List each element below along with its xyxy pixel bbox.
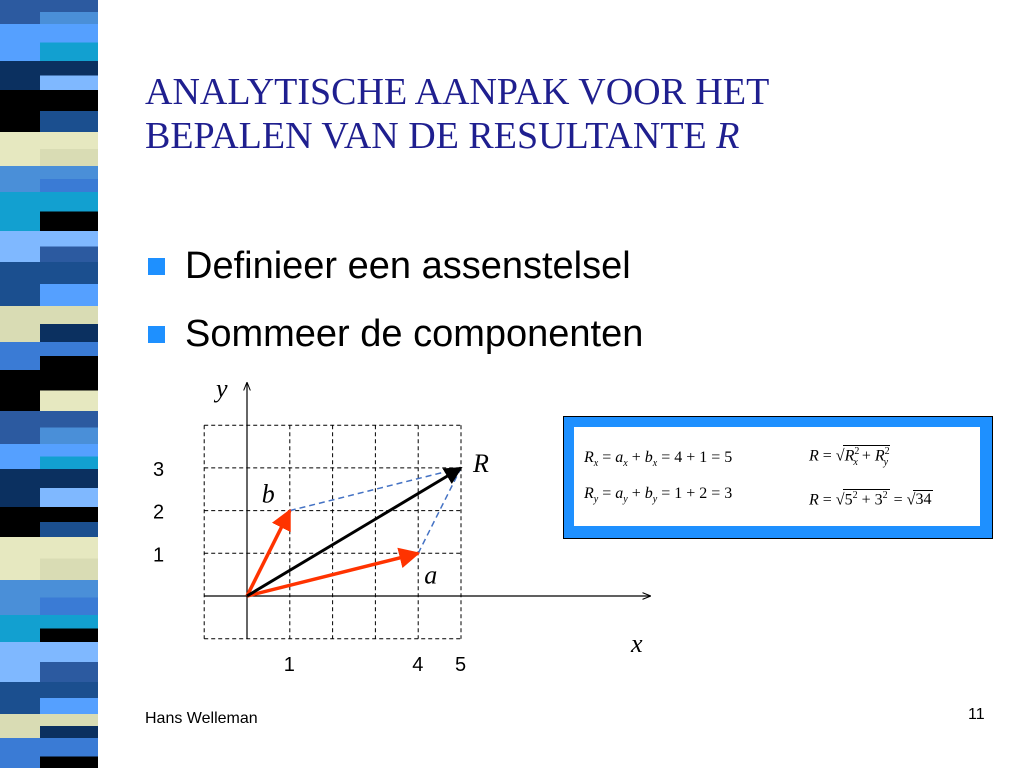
x-tick-label: 1 <box>283 654 295 676</box>
y-axis-label: y <box>216 374 228 403</box>
sub: x <box>853 456 858 468</box>
sub: x <box>593 458 599 470</box>
sub: y <box>652 494 658 506</box>
x-tick-label: 4 <box>412 654 424 676</box>
sub: x <box>652 458 658 470</box>
sym: R <box>584 449 594 466</box>
sym: b <box>644 449 653 466</box>
rhs: 1 + 2 = 3 <box>674 485 733 502</box>
sup: 2 <box>882 490 888 501</box>
bullet-text: Sommeer de componenten <box>185 312 644 355</box>
sqrt-result: 34 <box>915 491 932 509</box>
formula-r-symbolic: $R = √R^2_x + R^2_y$ <box>809 446 890 468</box>
sym: a <box>615 485 624 502</box>
sqrt-bar: $5^2 + 3^2$ <box>844 490 888 509</box>
sym: R <box>584 485 594 502</box>
sym: a <box>615 449 624 466</box>
y-tick-label: 3 <box>153 458 165 481</box>
formula-r-numeric: $R = √5^2 + 3^2 = √34$ <box>809 490 932 509</box>
sub: y <box>883 456 889 468</box>
sub: y <box>593 494 599 506</box>
y-tick-label: 1 <box>153 544 165 567</box>
title-line-2-text: BEPALEN VAN DE RESULTANTE <box>145 115 707 157</box>
sup: 2 <box>852 490 858 501</box>
formula-panel <box>574 427 980 526</box>
num: 5 <box>844 491 853 509</box>
author: Hans Welleman <box>145 710 258 727</box>
sym: R <box>809 491 819 509</box>
title-italic-r: R <box>716 115 740 157</box>
sym: b <box>644 485 653 502</box>
title-line-1: ANALYTISCHE AANPAK VOOR HET <box>145 71 770 113</box>
sym: R <box>874 447 885 465</box>
vector-label-r: R <box>473 448 489 478</box>
rhs: 4 + 1 = 5 <box>674 449 733 466</box>
formula-box <box>563 416 993 539</box>
vector-label-b: b <box>261 479 275 509</box>
x-axis-label: x <box>631 629 643 658</box>
sqrt-bar: $R^2_x + R^2_y$ <box>844 446 890 468</box>
sym: R <box>809 447 819 465</box>
page-number: 11 <box>968 706 985 723</box>
num: 3 <box>874 491 883 509</box>
sup: 2 <box>854 446 860 457</box>
x-tick-label: 5 <box>455 654 467 676</box>
sym: R <box>844 447 855 465</box>
formula-rx: $R_x = a_x + b_x = 4 + 1 = 5$ <box>584 449 733 470</box>
sup: 2 <box>884 446 890 457</box>
sub: x <box>623 458 628 470</box>
y-tick-label: 2 <box>153 501 165 524</box>
sub: y <box>623 494 628 506</box>
formula-ry: $R_y = a_y + b_y = 1 + 2 = 3$ <box>584 485 733 506</box>
bullet-text: Definieer een assenstelsel <box>185 244 631 287</box>
vector-label-a: a <box>424 560 438 590</box>
